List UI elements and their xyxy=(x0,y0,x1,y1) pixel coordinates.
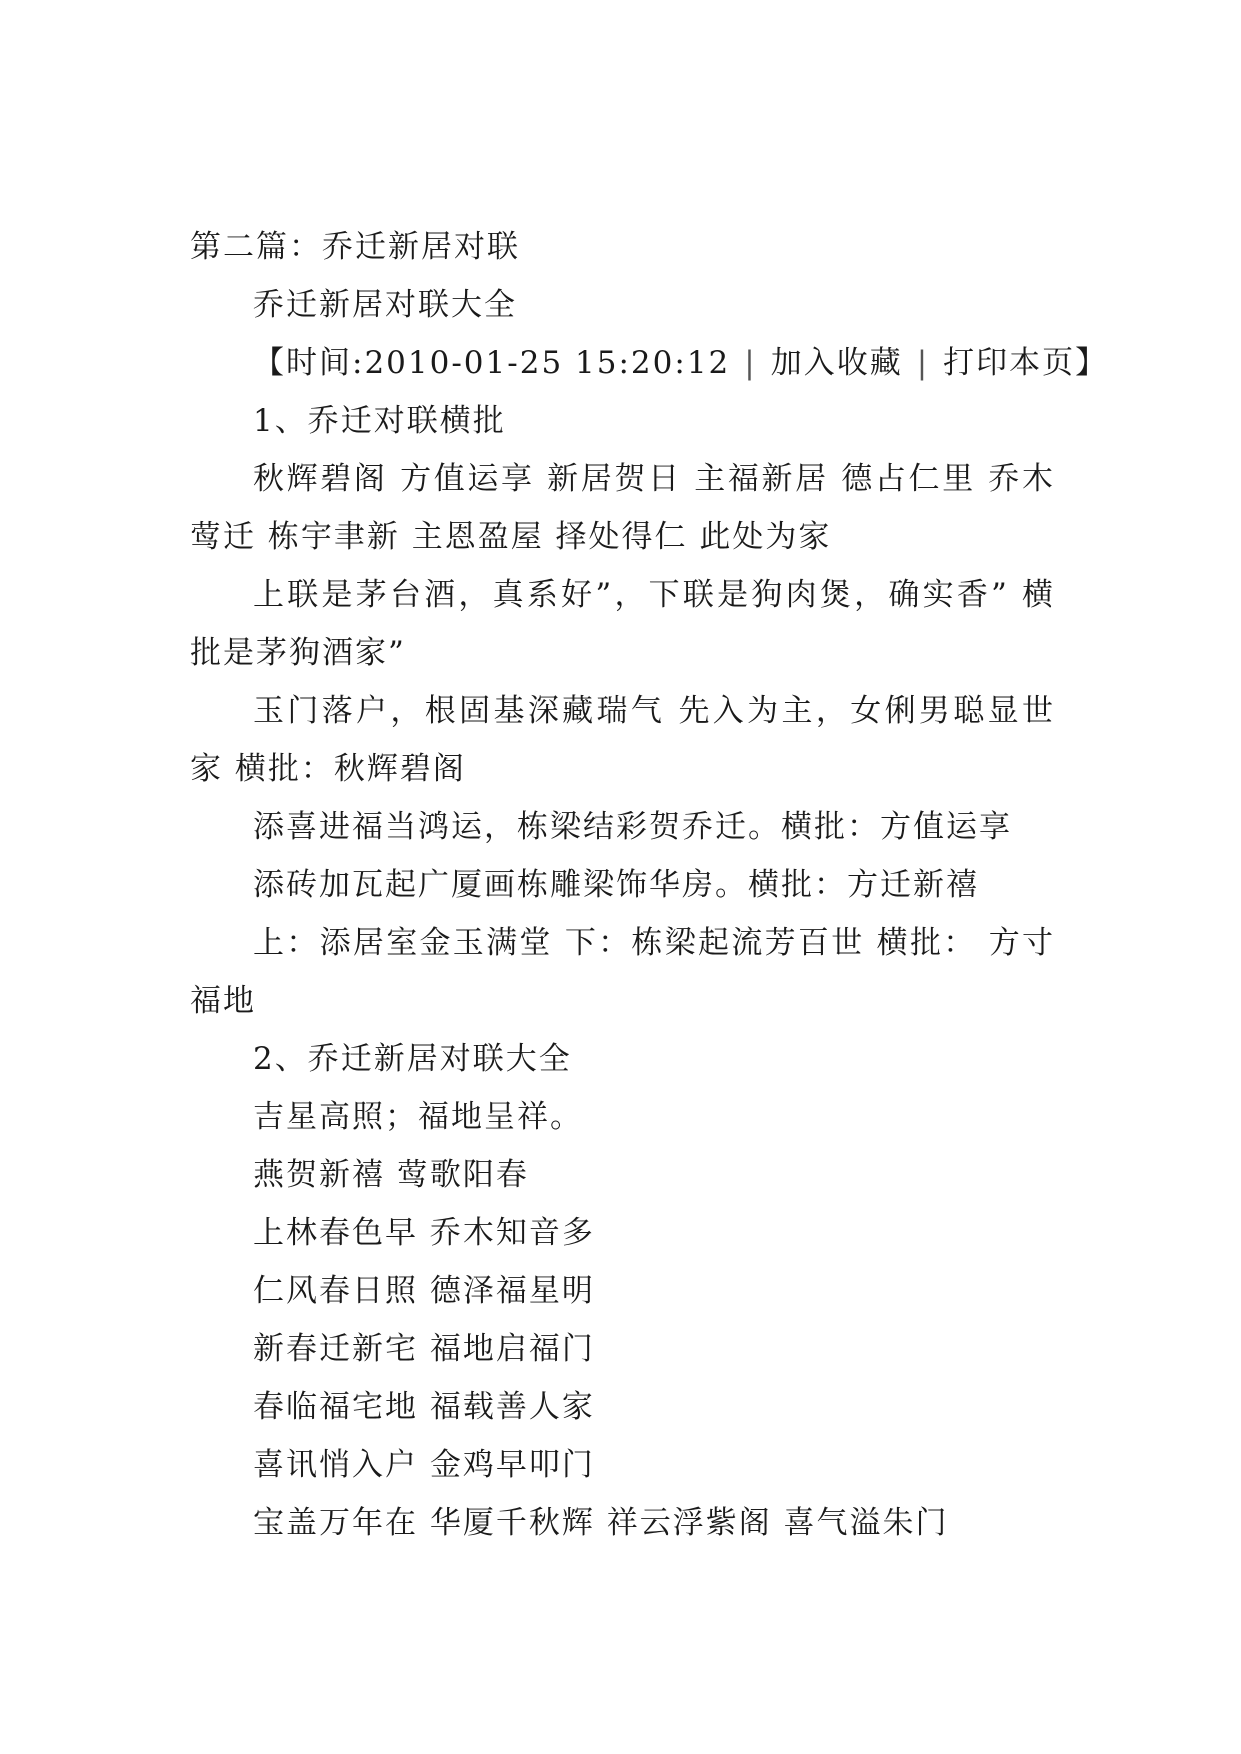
paragraph: 玉门落户，根固基深藏瑞气 先入为主，女俐男聪显世家 横批：秋辉碧阁 xyxy=(190,693,1055,787)
couplet-line: 新春迁新宅 福地启福门 xyxy=(253,1331,595,1367)
couplet-line: 春临福宅地 福载善人家 xyxy=(253,1389,595,1425)
document-heading: 第二篇：乔迁新居对联 xyxy=(190,229,520,265)
meta-close-bracket: 】 xyxy=(1075,345,1109,381)
couplet-line: 宝盖万年在 华厦千秋辉 祥云浮紫阁 喜气溢朱门 xyxy=(253,1505,949,1541)
section-title: 2、乔迁新居对联大全 xyxy=(253,1041,572,1077)
couplet-line: 上林春色早 乔木知音多 xyxy=(253,1215,595,1251)
add-favorite-link[interactable]: 加入收藏 xyxy=(770,345,903,381)
paragraph: 秋辉碧阁 方值运享 新居贺日 主福新居 德占仁里 乔木莺迁 栋宇聿新 主恩盈屋 择处得仁 此处为家 xyxy=(190,461,1055,555)
meta-separator: | xyxy=(744,345,757,381)
paragraph: 添喜进福当鸿运，栋梁结彩贺乔迁。横批：方值运享 xyxy=(253,809,1012,845)
meta-open-bracket: 【 xyxy=(253,345,286,381)
paragraph: 上联是茅台酒，真系好”，下联是狗肉煲，确实香” 横批是茅狗酒家” xyxy=(190,577,1055,671)
paragraph: 上：添居室金玉满堂 下：栋梁起流芳百世 横批： 方寸福地 xyxy=(190,925,1055,1019)
document-body xyxy=(190,218,1109,1552)
couplet-line: 吉星高照；福地呈祥。 xyxy=(253,1099,583,1135)
meta-separator: | xyxy=(916,345,930,381)
meta-line xyxy=(190,334,1109,392)
paragraph: 添砖加瓦起广厦画栋雕梁饰华房。横批：方迁新禧 xyxy=(253,867,979,903)
section-title: 1、乔迁对联横批 xyxy=(253,403,506,439)
meta-time: 时间:2010-01-25 15:20:12 xyxy=(286,345,731,381)
couplet-line: 燕贺新禧 莺歌阳春 xyxy=(253,1157,529,1193)
document-subtitle: 乔迁新居对联大全 xyxy=(253,287,517,323)
couplet-line: 喜讯悄入户 金鸡早叩门 xyxy=(253,1447,595,1483)
couplet-line: 仁风春日照 德泽福星明 xyxy=(253,1273,595,1309)
print-page-link[interactable]: 打印本页 xyxy=(943,345,1076,381)
